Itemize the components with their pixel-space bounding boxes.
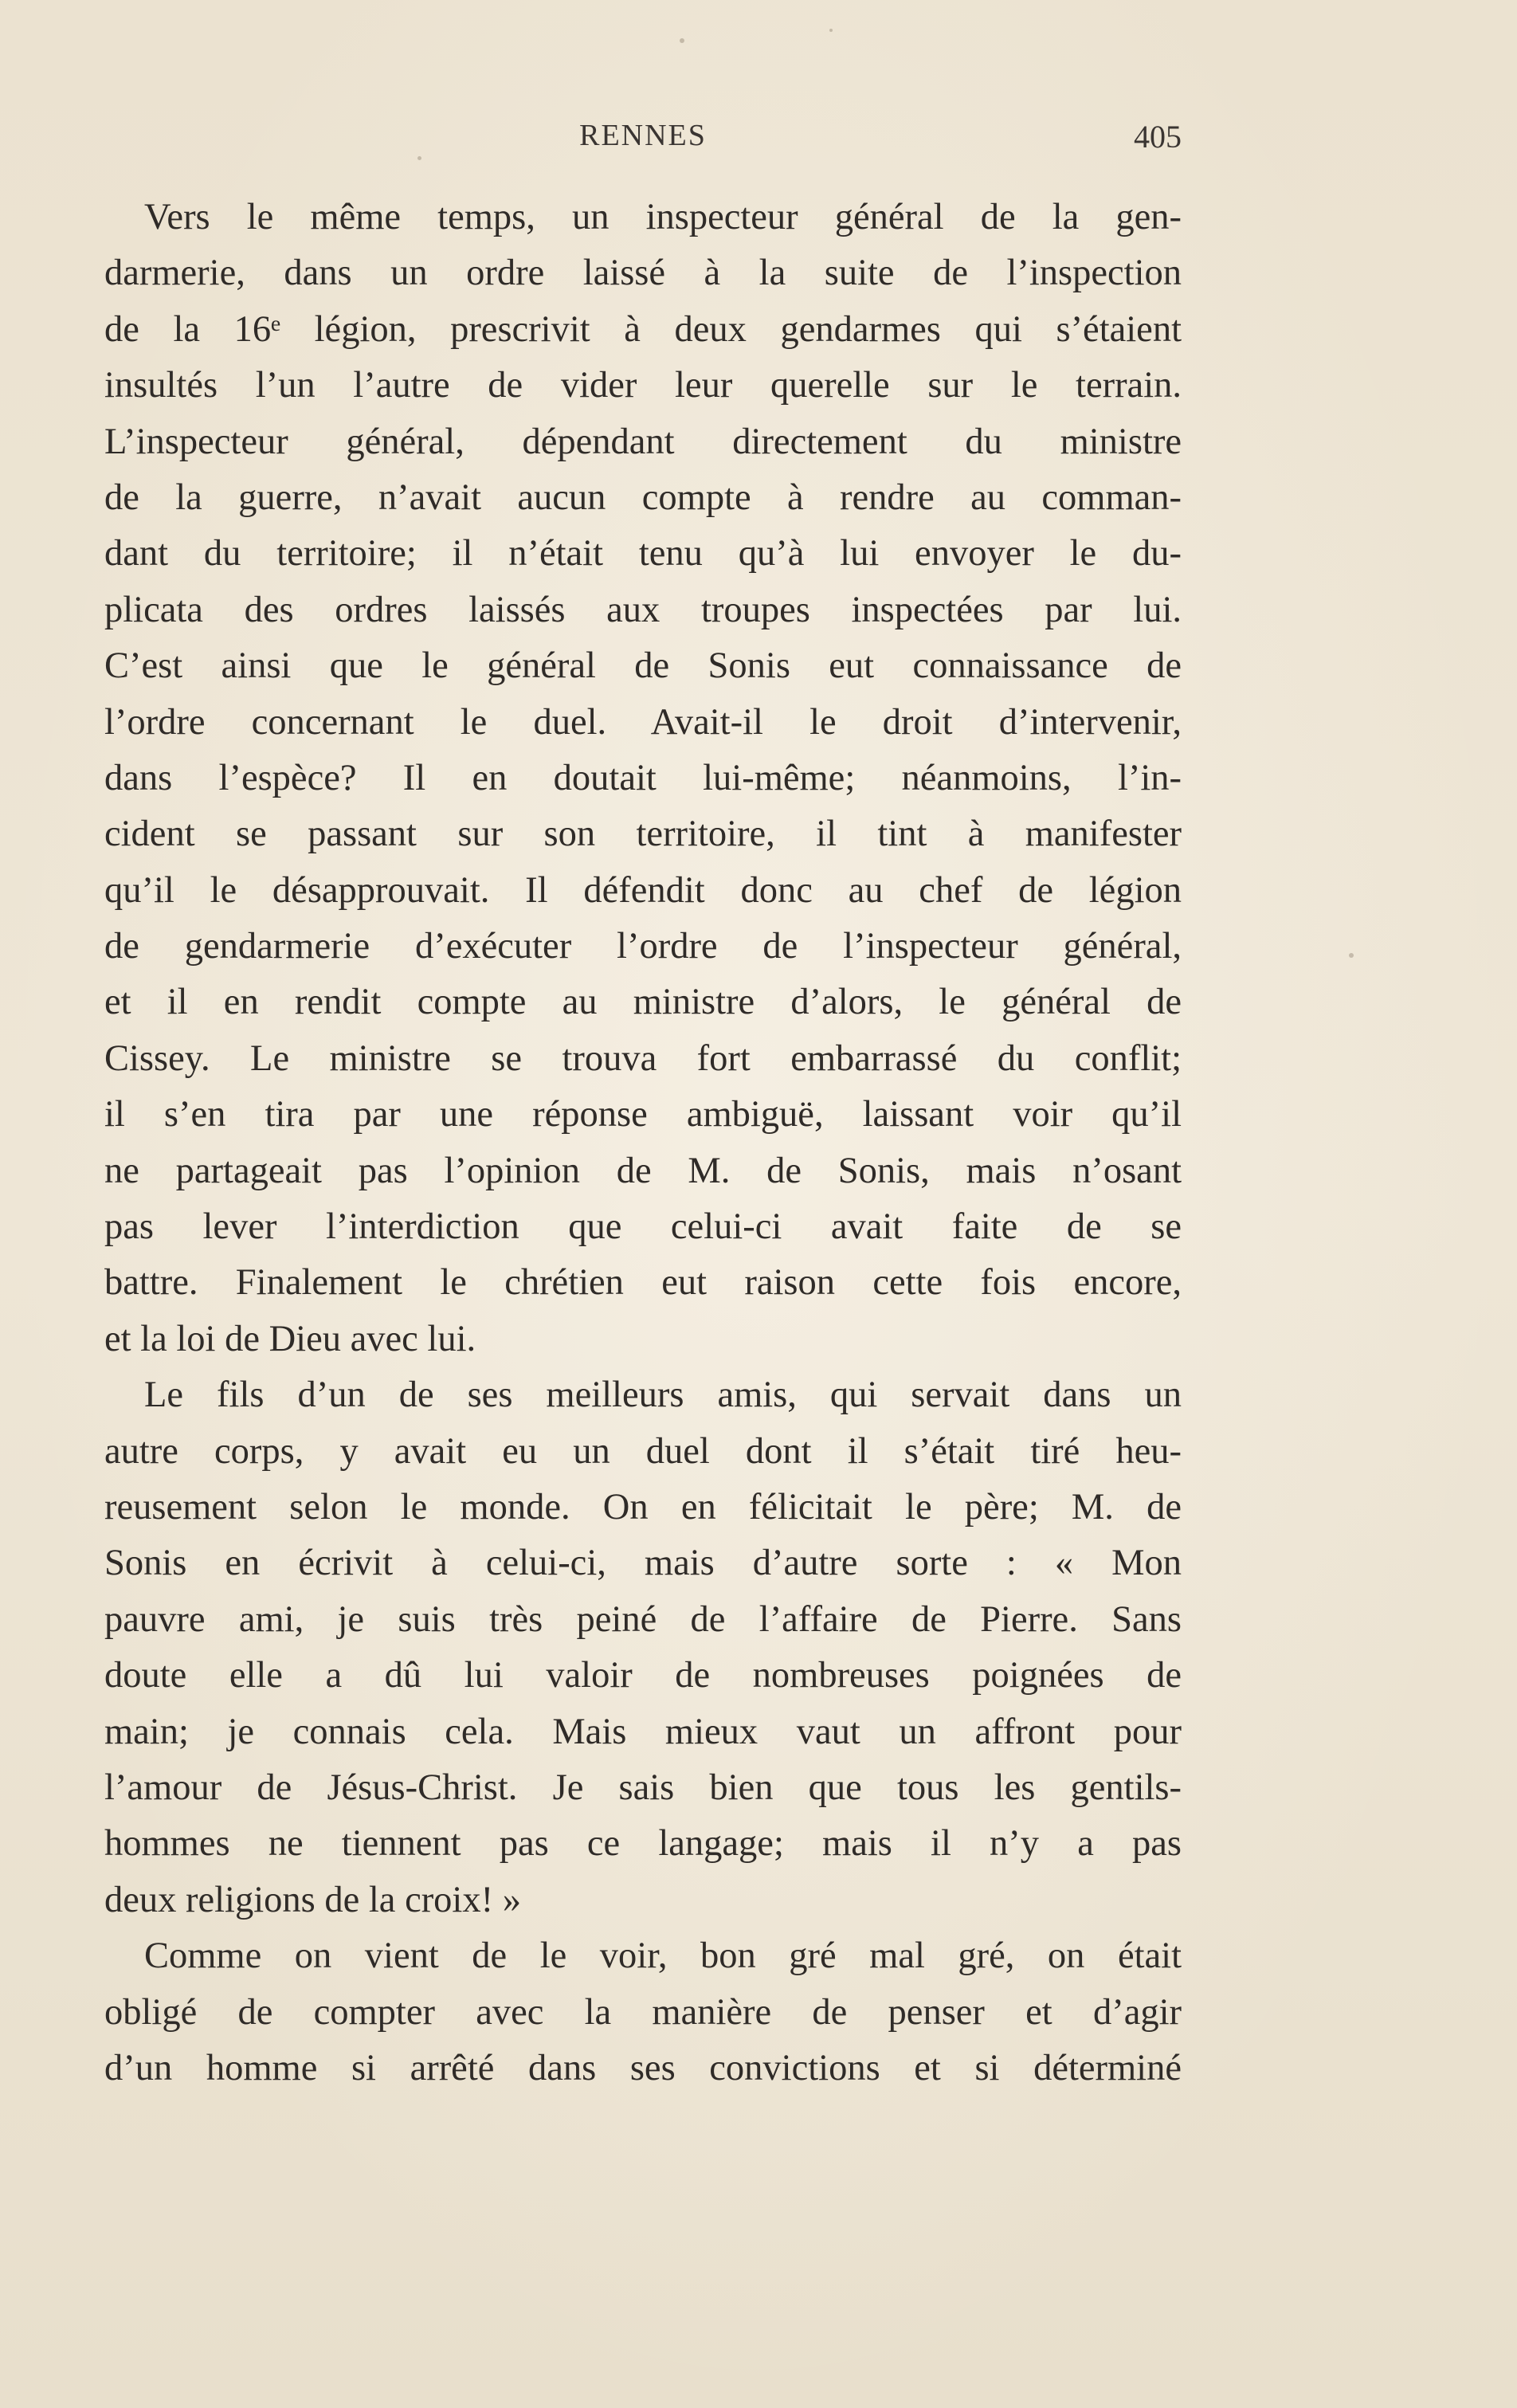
text-line: et la loi de Dieu avec lui. xyxy=(104,1318,476,1359)
text-line: de la guerre, n’avait aucun compte à rendre au comman- xyxy=(104,477,1182,518)
text-line: Comme on vient de le voir, bon gré mal gré, on était xyxy=(144,1935,1182,1977)
text-line: de gendarmerie d’exécuter l’ordre de l’inspecteur général, xyxy=(104,926,1182,967)
text-line: insultés l’un l’autre de vider leur querelle sur le terrain. xyxy=(104,365,1182,406)
paper-speck xyxy=(829,29,833,32)
text-line: l’ordre concernant le duel. Avait-il le droit d’intervenir, xyxy=(104,701,1182,743)
text-line: C’est ainsi que le général de Sonis eut connaissance de xyxy=(104,645,1182,687)
text-line: de la 16ᵉ légion, prescrivit à deux gendarmes qui s’étaient xyxy=(104,308,1182,350)
text-line: pauvre ami, je suis très peiné de l’affaire de Pierre. Sans xyxy=(104,1598,1182,1640)
text-line: autre corps, y avait eu un duel dont il s’était tiré heu- xyxy=(104,1430,1182,1472)
paragraph-3 xyxy=(104,1928,1182,2096)
page-header xyxy=(104,118,1182,163)
text-line: L’inspecteur général, dépendant directement du ministre xyxy=(104,421,1182,462)
text-line: Sonis en écrivit à celui-ci, mais d’autre sorte : « Mon xyxy=(104,1543,1182,1584)
text-line: l’amour de Jésus-Christ. Je sais bien que tous les gentils- xyxy=(104,1767,1182,1808)
text-line: dant du territoire; il n’était tenu qu’à lui envoyer le du- xyxy=(104,533,1182,575)
text-line: main; je connais cela. Mais mieux vaut un affront pour xyxy=(104,1711,1182,1752)
paper-speck xyxy=(1349,953,1354,958)
paper-speck xyxy=(680,38,684,43)
running-title: RENNES xyxy=(579,119,707,152)
text-line: deux religions de la croix! » xyxy=(104,1879,521,1920)
text-line: battre. Finalement le chrétien eut raison cette fois encore, xyxy=(104,1262,1182,1304)
body-text xyxy=(104,190,1182,2096)
text-line: pas lever l’interdiction que celui-ci avait faite de se xyxy=(104,1206,1182,1248)
paragraph-1 xyxy=(104,190,1182,1367)
text-line: Cissey. Le ministre se trouva fort embarrassé du conflit; xyxy=(104,1037,1182,1079)
text-line: cident se passant sur son territoire, il tint à manifester xyxy=(104,814,1182,855)
text-line: plicata des ordres laissés aux troupes inspectées par lui. xyxy=(104,589,1182,630)
text-line: darmerie, dans un ordre laissé à la suite de l’inspection xyxy=(104,253,1182,294)
text-line: reusement selon le monde. On en félicitait le père; M. de xyxy=(104,1486,1182,1528)
text-line: hommes ne tiennent pas ce langage; mais il n’y a pas xyxy=(104,1823,1182,1865)
text-line: Vers le même temps, un inspecteur général de la gen- xyxy=(144,197,1182,237)
page-number: 405 xyxy=(1134,119,1182,155)
text-line: dans l’espèce? Il en doutait lui-même; néanmoins, l’in- xyxy=(104,757,1182,798)
text-line: il s’en tira par une réponse ambiguë, laissant voir qu’il xyxy=(104,1094,1182,1135)
text-line: d’un homme si arrêté dans ses convictions et si déterminé xyxy=(104,2047,1182,2088)
text-line: qu’il le désapprouvait. Il défendit donc au chef de légion xyxy=(104,869,1182,911)
text-line: doute elle a dû lui valoir de nombreuses poignées de xyxy=(104,1655,1182,1696)
paragraph-2 xyxy=(104,1367,1182,1928)
text-line: et il en rendit compte au ministre d’alors, le général de xyxy=(104,982,1182,1023)
text-line: ne partageait pas l’opinion de M. de Sonis, mais n’osant xyxy=(104,1150,1182,1191)
text-line: obligé de compter avec la manière de penser et d’agir xyxy=(104,1991,1182,2033)
text-line: Le fils d’un de ses meilleurs amis, qui servait dans un xyxy=(144,1375,1182,1416)
